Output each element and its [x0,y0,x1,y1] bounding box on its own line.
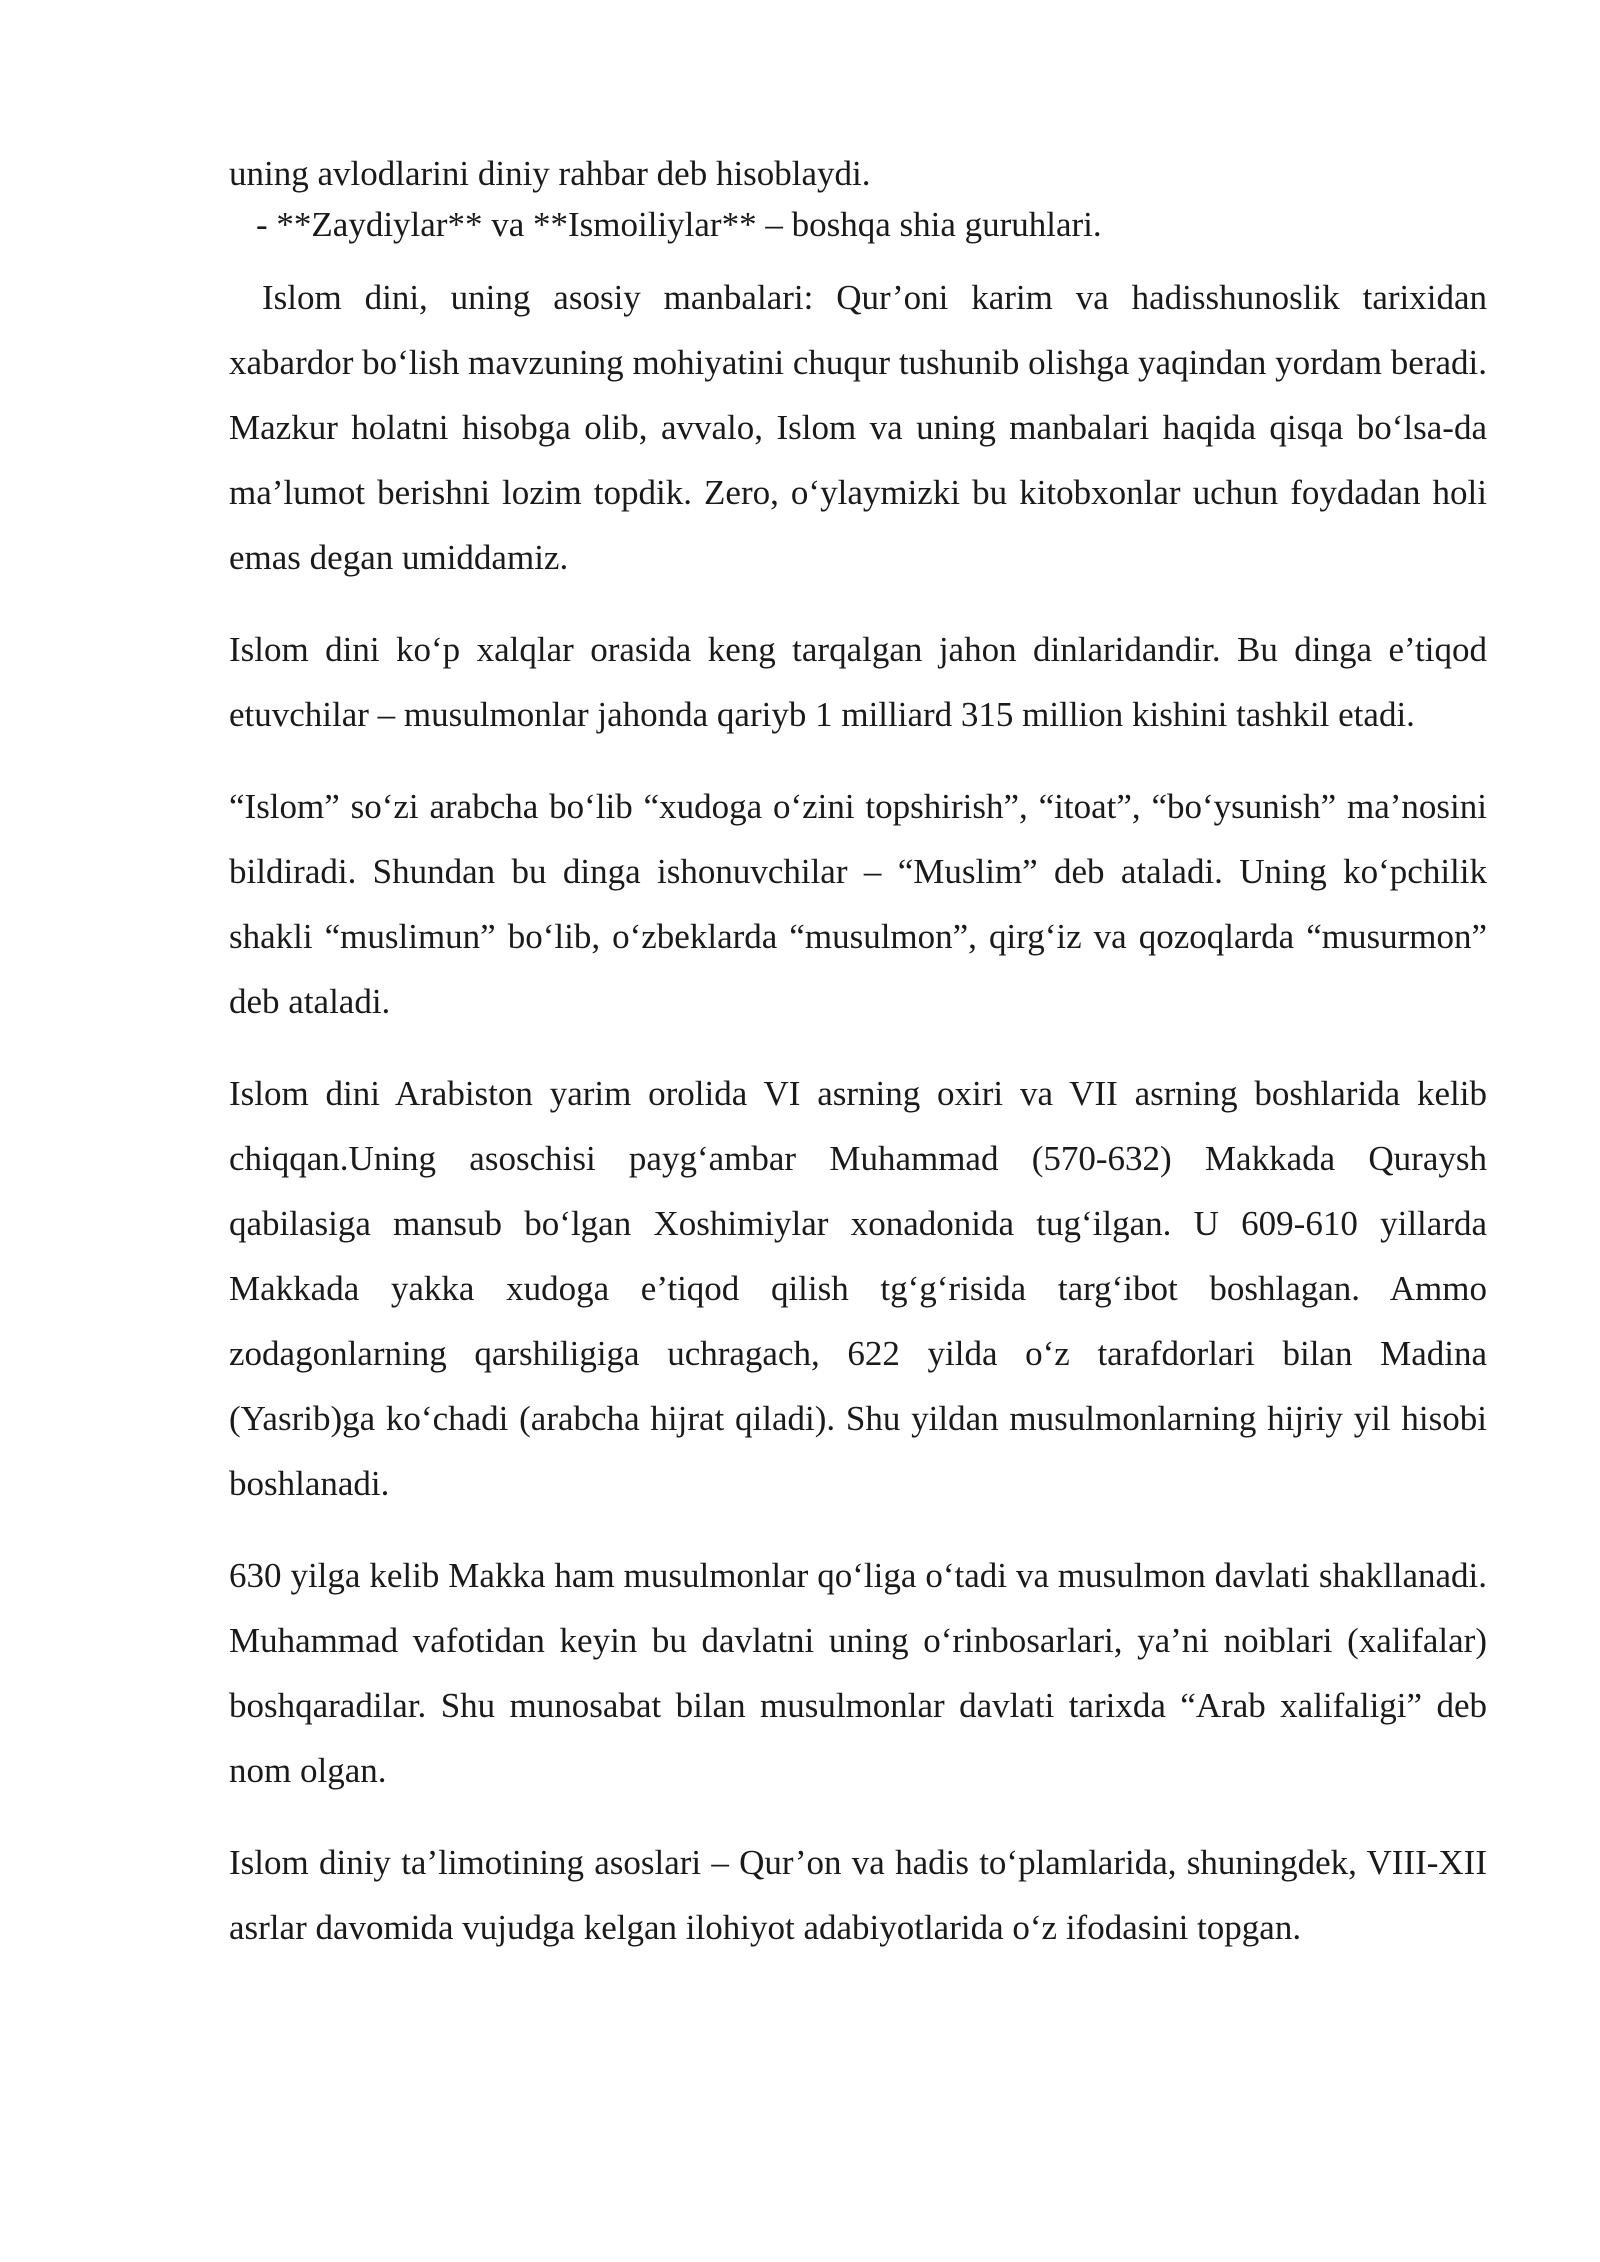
document-body [229,148,1487,1960]
paragraph-teaching: Islom diniy ta’limotining asoslari – Qur’on va hadis to‘plamlarida, shuningdek, VIII-XII asrlar davomida vujudga kelgan ilohiyot adabiyotlarida o‘z ifodasini topgan. [229,1843,1487,1947]
list-item-line: - **Zaydiylar** va **Ismoiliylar** – boshqa shia guruhlari. [256,205,1102,244]
paragraph-meaning: “Islom” so‘zi arabcha bo‘lib “xudoga o‘zini topshirish”, “itoat”, “bo‘ysunish” ma’nosini bildiradi. Shundan bu dinga ishonuvchilar – “Muslim” deb ataladi. Uning ko‘pchilik shakli “muslimun” bo‘lib, o‘zbeklarda “musulmon”, qirg‘iz va qozoqlarda “musurmon” deb ataladi. [229,787,1487,1021]
continuation-line: uning avlodlarini diniy rahbar deb hisoblaydi. [229,154,871,193]
paragraph-intro: Islom dini, uning asosiy manbalari: Qur’oni karim va hadisshunoslik tarixidan xabardor bo‘lish mavzuning mohiyatini chuqur tushunib olishga yaqindan yordam beradi. Mazkur holatni hisobga olib, avvalo, Islom va uning manbalari haqida qisqa bo‘lsa-da ma’lumot berishni lozim topdik. Zero, o‘ylaymizki bu kitobxonlar uchun foydadan holi emas degan umiddamiz. [229,278,1487,577]
paragraph-spread: Islom dini ko‘p xalqlar orasida keng tarqalgan jahon dinlaridandir. Bu dinga e’tiqod etuvchilar – musulmonlar jahonda qariyb 1 milliard 315 million kishini tashkil etadi. [229,630,1487,734]
paragraph-caliphate: 630 yilga kelib Makka ham musulmonlar qo‘liga o‘tadi va musulmon davlati shakllanadi. Muhammad vafotidan keyin bu davlatni uning o‘rinbosarlari, ya’ni noiblari (xalifalar) boshqaradilar. Shu munosabat bilan musulmonlar davlati tarixda “Arab xalifaligi” deb nom olgan. [229,1556,1487,1790]
paragraph-origin: Islom dini Arabiston yarim orolida VI asrning oxiri va VII asrning boshlarida kelib chiqqan.Uning asoschisi payg‘ambar Muhammad (570-632) Makkada Quraysh qabilasiga mansub bo‘lgan Xoshimiylar xonadonida tug‘ilgan. U 609-610 yillarda Makkada yakka xudoga e’tiqod qilish tg‘g‘risida targ‘ibot boshlagan. Ammo zodagonlarning qarshiligiga uchragach, 622 yilda o‘z tarafdorlari bilan Madina (Yasrib)ga ko‘chadi (arabcha hijrat qiladi). Shu yildan musulmonlarning hijriy yil hisobi boshlanadi. [229,1074,1487,1503]
